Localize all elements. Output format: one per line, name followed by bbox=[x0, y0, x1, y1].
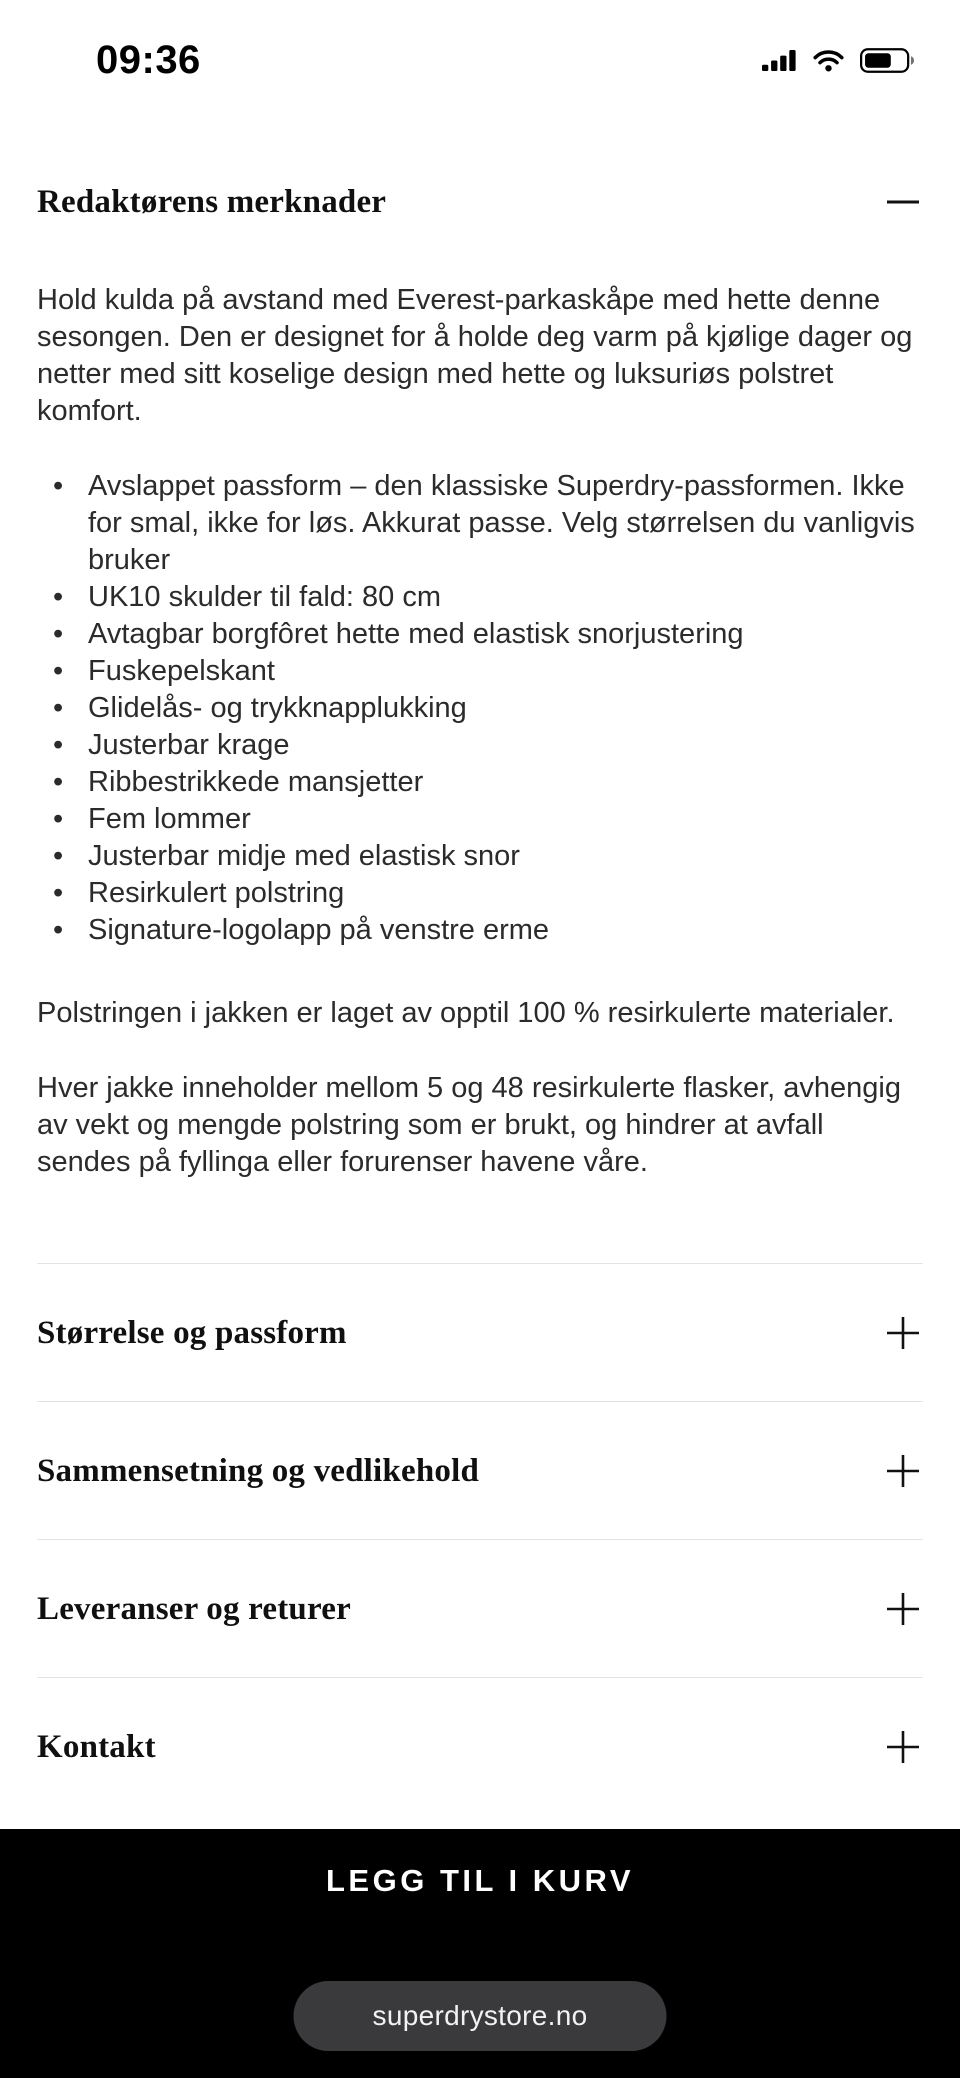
section-title: Redaktørens merknader bbox=[37, 184, 387, 220]
notes-paragraph-bottles: Hver jakke inneholder mellom 5 og 48 resirkulerte flasker, avhengig av vekt og mengde polstring som er brukt, og hindrer at avfall sendes på fyllinga eller forurenser havene våre. bbox=[37, 1072, 901, 1178]
accordion-header-contact[interactable] bbox=[37, 1678, 923, 1815]
feature-bullet: • Glidelås- og trykknapplukking bbox=[37, 690, 923, 727]
plus-icon bbox=[883, 1313, 923, 1353]
notes-paragraph-recycled: Polstringen i jakken er laget av opptil 100 % resirkulerte materialer. bbox=[37, 997, 895, 1029]
address-bar[interactable]: superdrystore.no bbox=[294, 1981, 667, 2051]
feature-bullet: • Ribbestrikkede mansjetter bbox=[37, 764, 923, 801]
feature-bullet: • Signature-logolapp på venstre erme bbox=[37, 912, 923, 949]
cellular-signal-icon bbox=[762, 49, 797, 72]
feature-bullet: • Resirkulert polstring bbox=[37, 875, 923, 912]
accordion-header-size-fit[interactable] bbox=[37, 1264, 923, 1401]
accordion-header-delivery-returns[interactable] bbox=[37, 1540, 923, 1677]
add-to-cart-button[interactable]: LEGG TIL I KURV bbox=[0, 1829, 960, 1933]
battery-icon bbox=[860, 48, 916, 73]
section-title: Leveranser og returer bbox=[37, 1590, 351, 1627]
clock: 09:36 bbox=[96, 37, 201, 82]
wifi-icon bbox=[812, 48, 845, 72]
status-icons bbox=[762, 48, 916, 73]
section-title: Størrelse og passform bbox=[37, 1314, 347, 1351]
plus-icon bbox=[883, 1727, 923, 1767]
feature-bullet: • Fem lommer bbox=[37, 801, 923, 838]
bottom-bar bbox=[0, 1829, 960, 2078]
feature-bullet: • UK10 skulder til fald: 80 cm bbox=[37, 579, 923, 616]
feature-list bbox=[37, 468, 923, 949]
content bbox=[0, 180, 960, 1815]
feature-bullet: • Avtagbar borgfôret hette med elastisk snorjustering bbox=[37, 616, 923, 653]
section-title: Sammensetning og vedlikehold bbox=[37, 1452, 479, 1489]
accordion-editor-notes bbox=[37, 180, 923, 1181]
plus-icon bbox=[883, 1589, 923, 1629]
feature-bullet: • Justerbar midje med elastisk snor bbox=[37, 838, 923, 875]
notes-intro: Hold kulda på avstand med Everest-parkaskåpe med hette denne sesongen. Den er designet for å holde deg varm på kjølige dager og netter med sitt koselige design med hette og luksuriøs polstret komfort. bbox=[37, 284, 913, 427]
plus-icon bbox=[883, 1451, 923, 1491]
accordion-header-editor-notes[interactable] bbox=[37, 180, 923, 224]
section-title: Kontakt bbox=[37, 1728, 156, 1765]
feature-bullet: • Avslappet passform – den klassiske Superdry-passformen. Ikke for smal, ikke for løs. Akkurat passe. Velg størrelsen du vanligvis bruker bbox=[37, 468, 923, 579]
feature-bullet: • Fuskepelskant bbox=[37, 653, 923, 690]
feature-bullet: • Justerbar krage bbox=[37, 727, 923, 764]
minus-icon bbox=[883, 182, 923, 222]
status-bar bbox=[0, 0, 960, 84]
accordion-header-composition-care[interactable] bbox=[37, 1402, 923, 1539]
